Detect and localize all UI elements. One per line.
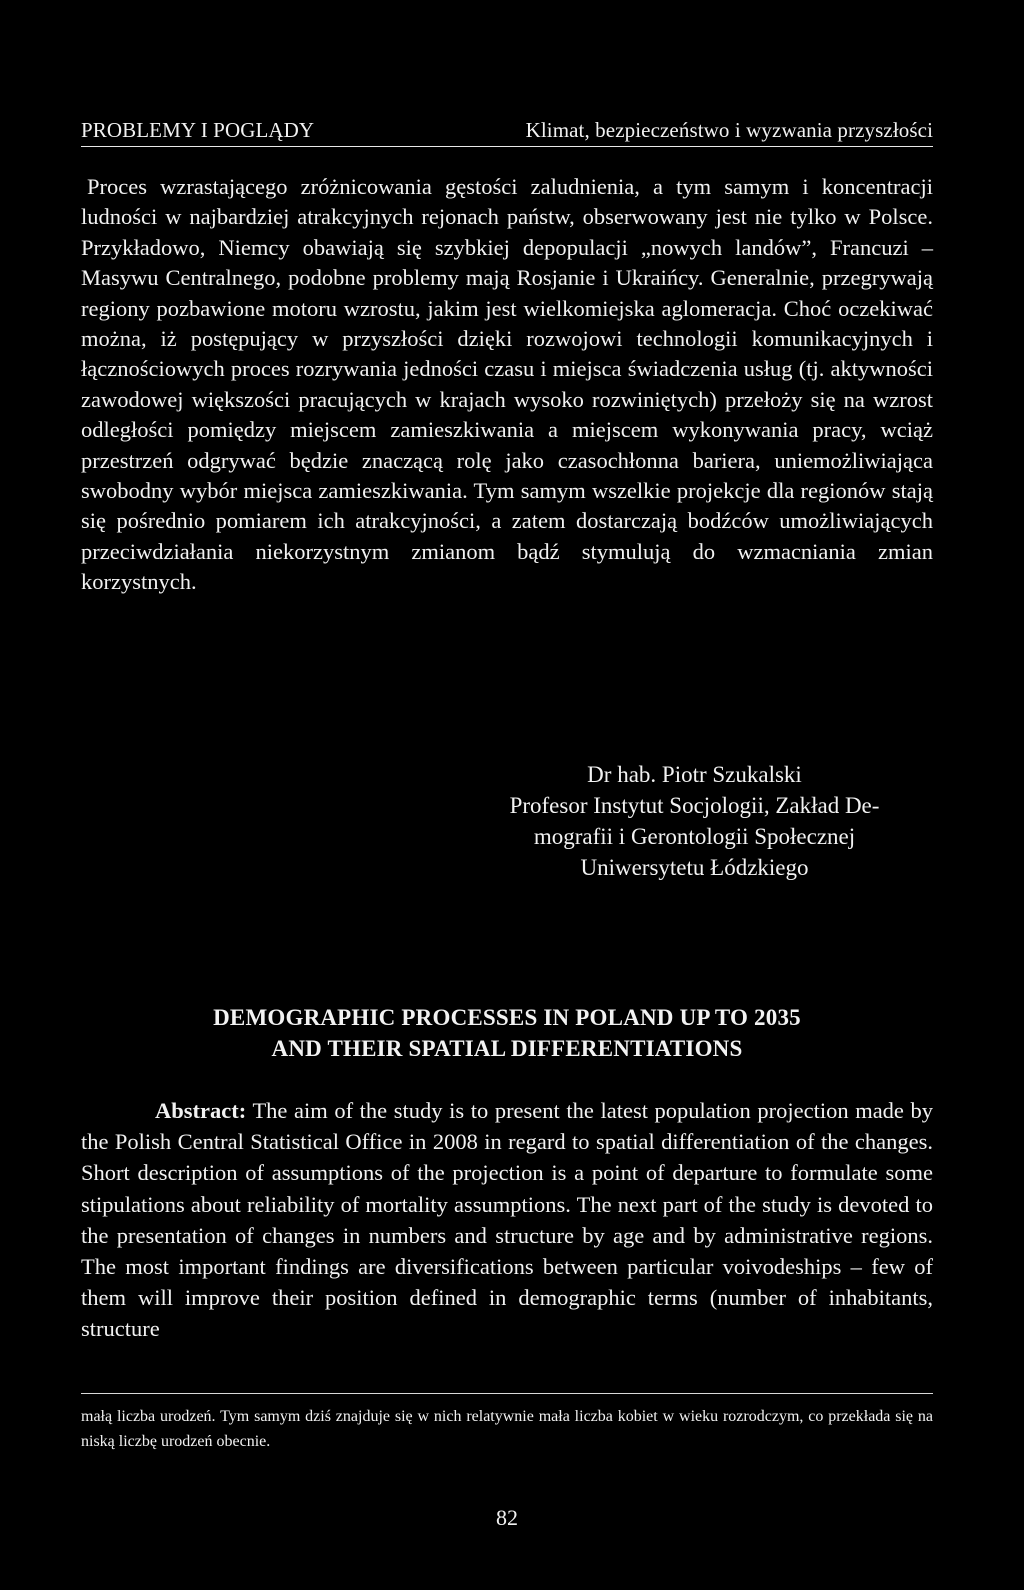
author-affiliation-line-3: Uniwersytetu Łódzkiego <box>580 855 809 880</box>
running-header <box>81 116 933 144</box>
author-block <box>456 759 933 883</box>
abstract-paragraph <box>81 1095 933 1345</box>
author-affiliation-line-2: mografii i Gerontologii Społecznej <box>533 824 856 849</box>
body-paragraph: Proces wzrastającego zróżnicowania gęstości zaludnienia, a tym samym i koncentracji ludności w najbardziej atrakcyjnych rejonach państw, obserwowany jest nie tylko w Polsce. Przykładowo, Niemcy obawiają się szybkiej depopulacji „nowych landów”, Francuzi – Masywu Centralnego, podobne problemy mają Rosjanie i Ukraińcy. Generalnie, przegrywają regiony pozbawione motoru wzrostu, jakim jest wielkomiejska aglomeracja. Choć oczekiwać można, iż postępujący w przyszłości dzięki rozwojowi technologii komunikacyjnych i łącznościowych proces rozrywania jedności czasu i miejsca świadczenia usług (tj. aktywności zawodowej większości pracujących w krajach wysoko rozwiniętych) przełoży się na wzrost odległości pomiędzy miejscem zamieszkiwania a miejscem wykonywania pracy, wciąż przestrzeń odgrywać będzie znaczącą rolę jako czasochłonna bariera, uniemożliwiająca swobodny wybór miejsca zamieszkiwania. Tym samym wszelkie projekcje dla regionów stają się pośrednio pomiarem ich atrakcyjności, a zatem dostarczają bodźców umożliwiających przeciwdziałania niekorzystnym zmianom bądź stymulują do wzmacniania zmian korzystnych. <box>81 174 933 595</box>
header-section-title: PROBLEMY I POGLĄDY <box>81 118 315 142</box>
abstract-label: Abstract: <box>155 1098 247 1123</box>
document-page <box>81 0 933 1590</box>
footnote-rule <box>81 1393 933 1394</box>
english-title-line-1: DEMOGRAPHIC PROCESSES IN POLAND UP TO 2035 <box>213 1005 801 1030</box>
header-rule <box>81 146 933 147</box>
author-affiliation-line-1: Profesor Instytut Socjologii, Zakład De- <box>509 793 880 818</box>
english-title <box>81 1002 933 1064</box>
abstract-text: The aim of the study is to present the latest population projection made by the Polish Central Statistical Office in 2008 in regard to spatial differentiation of the changes. Short description of assumptions of the projection is a point of departure to formulate some stipulations about reliability of mortality assumptions. The next part of the study is devoted to the presentation of changes in numbers and structure by age and by administrative regions. The most important findings are diversifications between particular voivodeships – few of them will improve their position defined in demographic terms (number of inhabitants, structure <box>81 1098 934 1342</box>
author-name: Dr hab. Piotr Szukalski <box>587 762 802 787</box>
header-issue-title: Klimat, bezpieczeństwo i wyzwania przyszłości <box>525 118 933 142</box>
footnote: małą liczba urodzeń. Tym samym dziś znajduje się w nich relatywnie mała liczba kobiet w wieku rozrodczym, co przekłada się na niską liczbę urodzeń obecnie. <box>81 1408 933 1450</box>
page-number: 82 <box>496 1505 518 1530</box>
english-title-line-2: AND THEIR SPATIAL DIFFERENTIATIONS <box>271 1036 743 1061</box>
